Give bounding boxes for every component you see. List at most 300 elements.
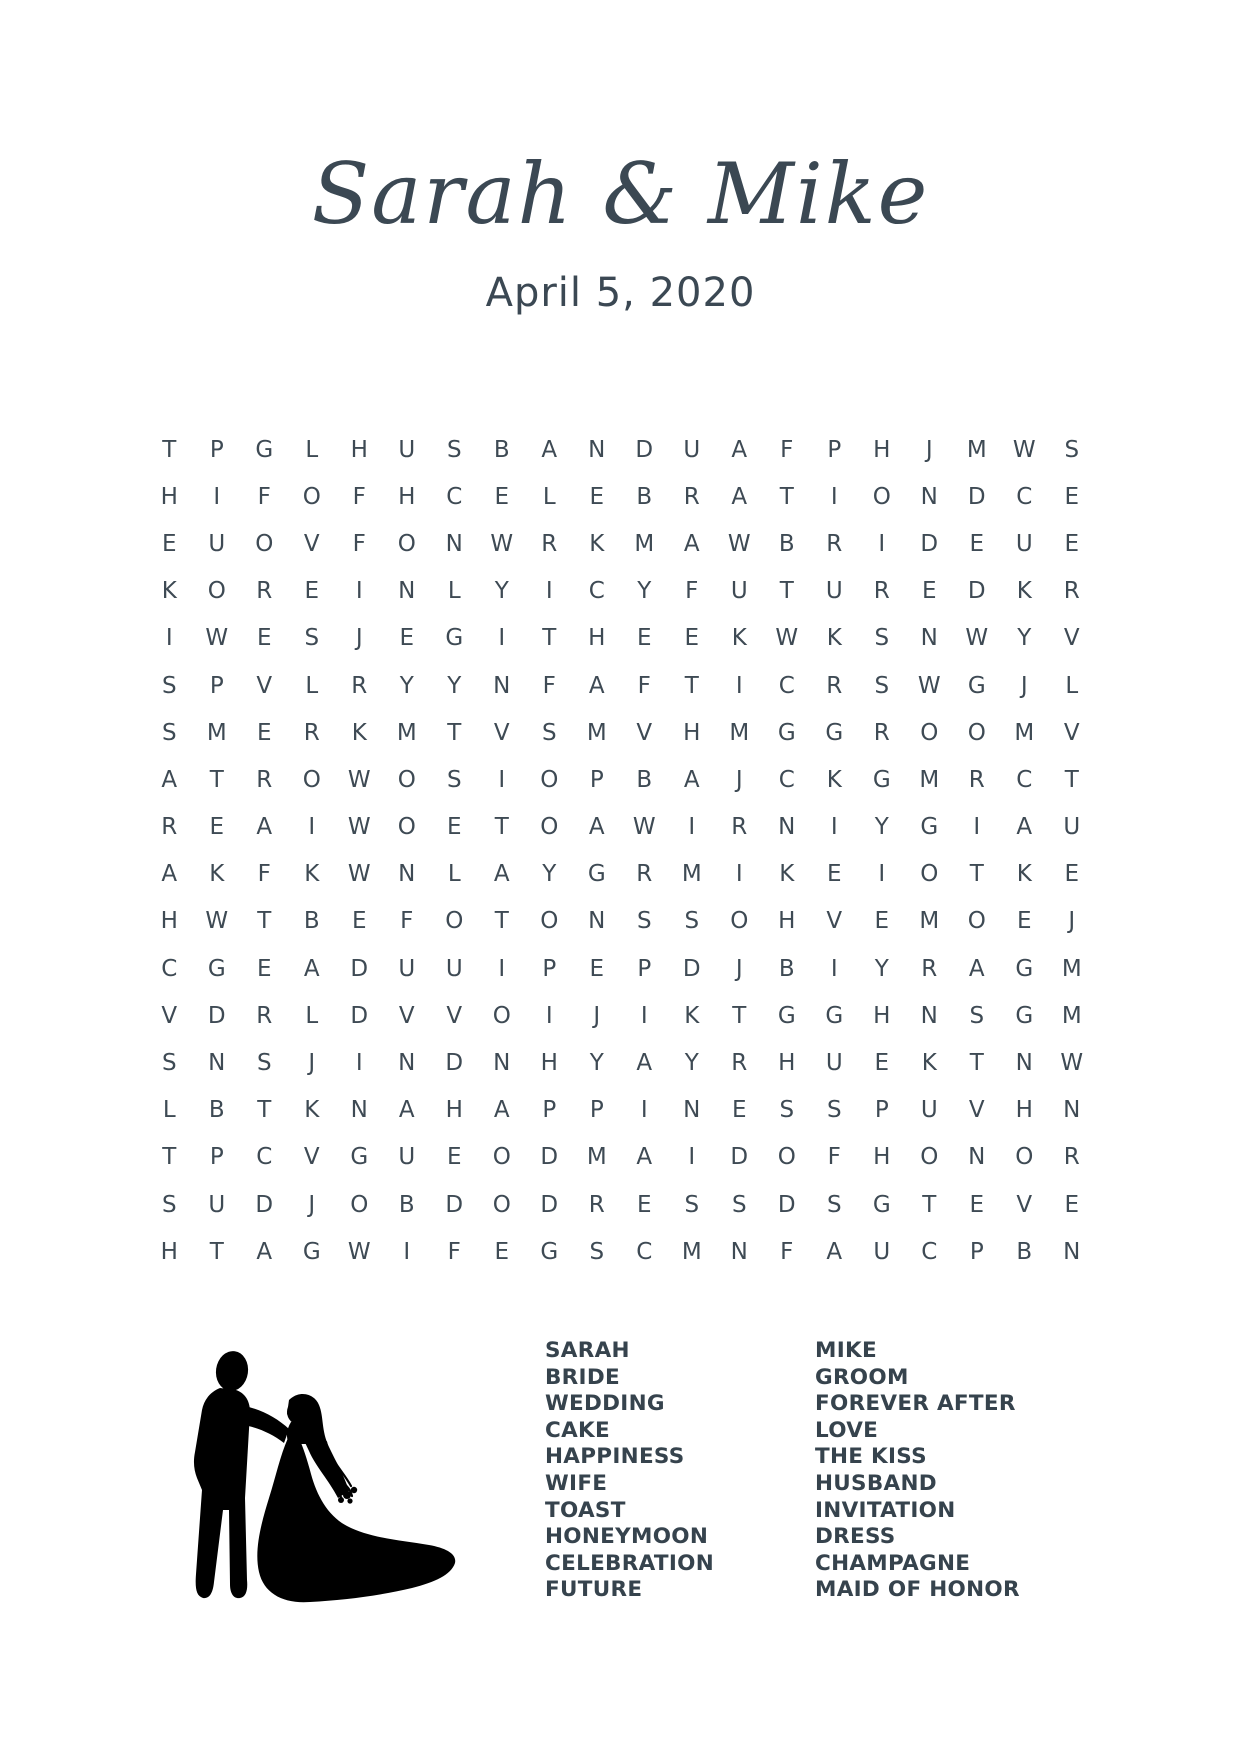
grid-cell-letter: O xyxy=(492,1002,511,1029)
grid-cell-letter: F xyxy=(352,483,366,510)
grid-cell-letter: H xyxy=(778,1050,796,1077)
grid-cell-letter: E xyxy=(636,1191,652,1218)
grid-cell-letter: R xyxy=(683,483,700,510)
grid-cell-letter: O xyxy=(492,1191,511,1218)
grid-cell-letter: K xyxy=(351,719,367,746)
grid-cell-letter: E xyxy=(921,578,937,605)
grid-cell-letter: W xyxy=(917,672,941,699)
grid-cell-letter: J xyxy=(925,436,933,463)
grid-cell-letter: D xyxy=(635,436,654,463)
grid-cell-letter: S xyxy=(1064,436,1080,463)
grid-cell-letter: A xyxy=(161,861,178,888)
grid-cell-letter: O xyxy=(350,1191,369,1218)
grid-cell-letter: Y xyxy=(399,672,414,699)
grid-cell-letter: N xyxy=(208,1050,226,1077)
word-item: FOREVER AFTER xyxy=(815,1391,1016,1417)
grid-cell-letter: R xyxy=(826,530,843,557)
grid-cell-letter: P xyxy=(637,955,652,982)
grid-cell-letter: W xyxy=(965,625,989,652)
grid-cell-letter: J xyxy=(735,955,743,982)
word-item: MIKE xyxy=(815,1338,877,1363)
grid-cell-letter: O xyxy=(920,861,939,888)
grid-cell-letter: I xyxy=(498,766,506,793)
grid-cell-letter: R xyxy=(256,1002,273,1029)
grid-cell-letter: V xyxy=(636,719,653,746)
grid-cell-letter: R xyxy=(968,766,985,793)
grid-cell-letter: J xyxy=(308,1050,316,1077)
wedding-date: April 5, 2020 xyxy=(485,270,756,316)
grid-cell-letter: O xyxy=(540,766,559,793)
grid-cell-letter: N xyxy=(683,1097,701,1124)
grid-cell-letter: E xyxy=(969,530,985,557)
grid-cell-letter: L xyxy=(447,861,461,888)
grid-cell-letter: O xyxy=(967,908,986,935)
grid-cell-letter: A xyxy=(1016,814,1033,841)
grid-cell-letter: A xyxy=(683,766,700,793)
grid-cell-letter: Y xyxy=(637,578,652,605)
word-item: GROOM xyxy=(815,1364,909,1390)
word-item: DRESS xyxy=(815,1524,896,1550)
grid-cell-letter: T xyxy=(732,1002,747,1029)
grid-cell-letter: O xyxy=(920,1144,939,1171)
grid-cell-letter: K xyxy=(826,625,842,652)
grid-cell-letter: I xyxy=(355,1050,363,1077)
grid-cell-letter: S xyxy=(969,1002,985,1029)
grid-cell-letter: N xyxy=(445,530,463,557)
grid-cell-letter: I xyxy=(973,814,981,841)
grid-cell-letter: F xyxy=(352,530,366,557)
grid-cell-letter: A xyxy=(541,436,558,463)
grid-cell-letter: D xyxy=(967,578,986,605)
grid-cell-letter: M xyxy=(681,861,702,888)
grid-cell-letter: T xyxy=(447,719,462,746)
grid-cell-letter: W xyxy=(775,625,799,652)
grid-cell-letter: V xyxy=(398,1002,415,1029)
grid-cell-letter: D xyxy=(967,483,986,510)
grid-cell-letter: C xyxy=(446,483,463,510)
word-item: WEDDING xyxy=(545,1391,665,1417)
grid-cell-letter: J xyxy=(355,625,363,652)
grid-cell-letter: V xyxy=(303,530,320,557)
grid-cell-letter: E xyxy=(446,814,462,841)
grid-cell-letter: R xyxy=(351,672,368,699)
grid-cell-letter: H xyxy=(350,436,368,463)
grid-cell-letter: E xyxy=(589,955,605,982)
grid-cell-letter: U xyxy=(730,578,748,605)
grid-cell-letter: W xyxy=(347,1238,371,1265)
grid-cell-letter: E xyxy=(1064,1191,1080,1218)
grid-cell-letter: F xyxy=(400,908,414,935)
grid-cell-letter: D xyxy=(920,530,939,557)
grid-cell-letter: E xyxy=(494,1238,510,1265)
grid-cell-letter: I xyxy=(498,955,506,982)
word-item: THE KISS xyxy=(815,1444,927,1470)
grid-cell-letter: A xyxy=(256,814,273,841)
grid-cell-letter: N xyxy=(398,1050,416,1077)
page-title: Sarah & Mike xyxy=(311,145,930,243)
grid-cell-letter: A xyxy=(968,955,985,982)
grid-cell-letter: C xyxy=(778,766,795,793)
grid-cell-letter: O xyxy=(540,908,559,935)
word-grid xyxy=(146,426,1096,1275)
grid-cell-letter: I xyxy=(878,861,886,888)
grid-row xyxy=(146,992,1096,1039)
grid-cell-letter: U xyxy=(398,1144,416,1171)
grid-cell-letter: M xyxy=(729,719,750,746)
grid-cell-letter: G xyxy=(255,436,274,463)
grid-cell-letter: G xyxy=(777,719,796,746)
grid-cell-letter: E xyxy=(256,955,272,982)
grid-row xyxy=(146,709,1096,756)
grid-cell-letter: W xyxy=(1060,1050,1084,1077)
grid-cell-letter: I xyxy=(213,483,221,510)
grid-cell-letter: A xyxy=(256,1238,273,1265)
grid-cell-letter: O xyxy=(397,814,416,841)
grid-cell-letter: C xyxy=(588,578,605,605)
grid-cell-letter: G xyxy=(207,955,226,982)
grid-cell-letter: M xyxy=(206,719,227,746)
grid-cell-letter: K xyxy=(779,861,795,888)
grid-cell-letter: N xyxy=(778,814,796,841)
grid-row xyxy=(146,1228,1096,1275)
grid-cell-letter: J xyxy=(593,1002,601,1029)
grid-cell-letter: U xyxy=(398,436,416,463)
grid-cell-letter: H xyxy=(1015,1097,1033,1124)
grid-cell-letter: K xyxy=(209,861,225,888)
grid-row xyxy=(146,473,1096,520)
grid-cell-letter: M xyxy=(1061,955,1082,982)
grid-row xyxy=(146,756,1096,803)
grid-cell-letter: V xyxy=(256,672,273,699)
grid-cell-letter: S xyxy=(446,766,462,793)
grid-cell-letter: G xyxy=(920,814,939,841)
grid-cell-letter: A xyxy=(493,1097,510,1124)
grid-cell-letter: R xyxy=(636,861,653,888)
grid-cell-letter: G xyxy=(777,1002,796,1029)
grid-row xyxy=(146,1134,1096,1181)
grid-cell-letter: M xyxy=(1014,719,1035,746)
grid-cell-letter: S xyxy=(161,1191,177,1218)
grid-cell-letter: I xyxy=(498,625,506,652)
grid-cell-letter: C xyxy=(636,1238,653,1265)
grid-cell-letter: N xyxy=(920,625,938,652)
grid-cell-letter: M xyxy=(1061,1002,1082,1029)
grid-cell-letter: V xyxy=(826,908,843,935)
grid-row xyxy=(146,568,1096,615)
grid-cell-letter: K xyxy=(304,1097,320,1124)
grid-cell-letter: H xyxy=(160,483,178,510)
grid-cell-letter: C xyxy=(1016,766,1033,793)
grid-cell-letter: U xyxy=(1063,814,1081,841)
grid-cell-letter: A xyxy=(493,861,510,888)
grid-cell-letter: I xyxy=(688,1144,696,1171)
grid-cell-letter: G xyxy=(587,861,606,888)
bride-groom-silhouette-icon xyxy=(150,1348,462,1620)
grid-cell-letter: E xyxy=(446,1144,462,1171)
grid-cell-letter: T xyxy=(162,436,177,463)
grid-row xyxy=(146,851,1096,898)
grid-cell-letter: E xyxy=(209,814,225,841)
grid-cell-letter: E xyxy=(826,861,842,888)
grid-cell-letter: W xyxy=(490,530,514,557)
grid-cell-letter: T xyxy=(209,1238,224,1265)
grid-cell-letter: L xyxy=(305,436,319,463)
grid-cell-letter: I xyxy=(308,814,316,841)
word-item: CELEBRATION xyxy=(545,1550,715,1576)
word-list-right xyxy=(815,1338,1020,1604)
grid-cell-letter: E xyxy=(1064,530,1080,557)
grid-cell-letter: I xyxy=(735,672,743,699)
grid-cell-letter: I xyxy=(830,483,838,510)
grid-cell-letter: E xyxy=(256,625,272,652)
grid-cell-letter: U xyxy=(920,1097,938,1124)
grid-cell-letter: E xyxy=(256,719,272,746)
grid-cell-letter: J xyxy=(1020,672,1028,699)
grid-cell-letter: O xyxy=(397,530,416,557)
grid-cell-letter: S xyxy=(636,908,652,935)
grid-cell-letter: V xyxy=(446,1002,463,1029)
grid-cell-letter: U xyxy=(825,578,843,605)
grid-cell-letter: N xyxy=(398,578,416,605)
grid-cell-letter: G xyxy=(540,1238,559,1265)
grid-cell-letter: E xyxy=(969,1191,985,1218)
grid-cell-letter: U xyxy=(825,1050,843,1077)
grid-cell-letter: T xyxy=(969,1050,984,1077)
grid-cell-letter: H xyxy=(873,436,891,463)
grid-cell-letter: D xyxy=(207,1002,226,1029)
grid-cell-letter: O xyxy=(302,766,321,793)
grid-cell-letter: K xyxy=(304,861,320,888)
grid-cell-letter: T xyxy=(779,578,794,605)
grid-cell-letter: R xyxy=(826,672,843,699)
grid-cell-letter: V xyxy=(968,1097,985,1124)
grid-cell-letter: G xyxy=(1015,1002,1034,1029)
grid-cell-letter: E xyxy=(304,578,320,605)
grid-cell-letter: N xyxy=(1015,1050,1033,1077)
grid-cell-letter: I xyxy=(878,530,886,557)
grid-cell-letter: N xyxy=(493,1050,511,1077)
grid-cell-letter: B xyxy=(208,1097,225,1124)
grid-cell-letter: F xyxy=(257,861,271,888)
grid-cell-letter: S xyxy=(826,1191,842,1218)
grid-cell-letter: M xyxy=(634,530,655,557)
grid-cell-letter: O xyxy=(1015,1144,1034,1171)
grid-cell-letter: D xyxy=(255,1191,274,1218)
grid-cell-letter: O xyxy=(967,719,986,746)
grid-cell-letter: A xyxy=(303,955,320,982)
word-item: HUSBAND xyxy=(815,1470,937,1496)
word-item: CHAMPAGNE xyxy=(815,1550,971,1576)
grid-cell-letter: B xyxy=(778,530,795,557)
grid-cell-letter: T xyxy=(257,1097,272,1124)
grid-cell-letter: H xyxy=(445,1097,463,1124)
grid-cell-letter: O xyxy=(730,908,749,935)
grid-cell-letter: L xyxy=(542,483,556,510)
grid-cell-letter: T xyxy=(494,908,509,935)
grid-cell-letter: K xyxy=(1016,578,1032,605)
grid-cell-letter: I xyxy=(165,625,173,652)
grid-cell-letter: F xyxy=(780,1238,794,1265)
grid-cell-letter: L xyxy=(447,578,461,605)
grid-cell-letter: D xyxy=(730,1144,749,1171)
grid-cell-letter: U xyxy=(445,955,463,982)
grid-cell-letter: L xyxy=(305,672,319,699)
grid-cell-letter: F xyxy=(257,483,271,510)
grid-cell-letter: H xyxy=(683,719,701,746)
grid-cell-letter: R xyxy=(921,955,938,982)
grid-cell-letter: G xyxy=(825,719,844,746)
grid-cell-letter: I xyxy=(545,1002,553,1029)
grid-cell-letter: S xyxy=(541,719,557,746)
grid-cell-letter: T xyxy=(684,672,699,699)
grid-cell-letter: Y xyxy=(447,672,462,699)
grid-cell-letter: A xyxy=(636,1144,653,1171)
grid-cell-letter: G xyxy=(1015,955,1034,982)
grid-cell-letter: C xyxy=(921,1238,938,1265)
grid-cell-letter: G xyxy=(350,1144,369,1171)
grid-cell-letter: B xyxy=(636,483,653,510)
grid-cell-letter: S xyxy=(304,625,320,652)
word-item: BRIDE xyxy=(545,1364,620,1390)
grid-row xyxy=(146,615,1096,662)
grid-cell-letter: R xyxy=(731,814,748,841)
grid-cell-letter: N xyxy=(493,672,511,699)
grid-cell-letter: D xyxy=(682,955,701,982)
grid-cell-letter: J xyxy=(1068,908,1076,935)
grid-cell-letter: V xyxy=(1063,625,1080,652)
grid-cell-letter: M xyxy=(586,1144,607,1171)
grid-cell-letter: M xyxy=(919,766,940,793)
grid-cell-letter: D xyxy=(540,1191,559,1218)
grid-cell-letter: R xyxy=(1063,1144,1080,1171)
grid-cell-letter: D xyxy=(540,1144,559,1171)
grid-cell-letter: K xyxy=(1016,861,1032,888)
word-item: FUTURE xyxy=(545,1577,643,1603)
grid-cell-letter: U xyxy=(1015,530,1033,557)
word-item: HONEYMOON xyxy=(545,1524,709,1550)
grid-cell-letter: H xyxy=(588,625,606,652)
grid-cell-letter: S xyxy=(684,1191,700,1218)
grid-cell-letter: V xyxy=(1063,719,1080,746)
grid-cell-letter: M xyxy=(919,908,940,935)
grid-cell-letter: K xyxy=(731,625,747,652)
grid-cell-letter: N xyxy=(968,1144,986,1171)
grid-cell-letter: E xyxy=(351,908,367,935)
grid-cell-letter: L xyxy=(162,1097,176,1124)
grid-cell-letter: I xyxy=(403,1238,411,1265)
grid-cell-letter: I xyxy=(735,861,743,888)
grid-cell-letter: A xyxy=(588,672,605,699)
grid-cell-letter: E xyxy=(1064,483,1080,510)
grid-row xyxy=(146,1087,1096,1134)
grid-cell-letter: Y xyxy=(684,1050,699,1077)
grid-cell-letter: S xyxy=(589,1238,605,1265)
grid-cell-letter: V xyxy=(303,1144,320,1171)
word-item: INVITATION xyxy=(815,1497,956,1523)
grid-cell-letter: I xyxy=(830,955,838,982)
grid-cell-letter: Y xyxy=(589,1050,604,1077)
grid-cell-letter: E xyxy=(1064,861,1080,888)
grid-cell-letter: T xyxy=(542,625,557,652)
word-item: WIFE xyxy=(545,1470,608,1496)
grid-cell-letter: P xyxy=(209,436,224,463)
grid-cell-letter: P xyxy=(542,955,557,982)
grid-cell-letter: W xyxy=(347,766,371,793)
grid-cell-letter: M xyxy=(396,719,417,746)
grid-cell-letter: A xyxy=(588,814,605,841)
grid-cell-letter: B xyxy=(636,766,653,793)
grid-cell-letter: S xyxy=(874,625,890,652)
grid-cell-letter: U xyxy=(873,1238,891,1265)
grid-cell-letter: E xyxy=(589,483,605,510)
grid-cell-letter: W xyxy=(632,814,656,841)
grid-cell-letter: I xyxy=(640,1097,648,1124)
word-list-left xyxy=(545,1338,714,1604)
grid-cell-letter: C xyxy=(1016,483,1033,510)
grid-cell-letter: T xyxy=(779,483,794,510)
grid-cell-letter: V xyxy=(161,1002,178,1029)
grid-cell-letter: H xyxy=(540,1050,558,1077)
grid-cell-letter: Y xyxy=(874,814,889,841)
grid-cell-letter: I xyxy=(545,578,553,605)
grid-cell-letter: O xyxy=(302,483,321,510)
grid-cell-letter: A xyxy=(161,766,178,793)
grid-cell-letter: P xyxy=(827,436,842,463)
grid-cell-letter: B xyxy=(778,955,795,982)
grid-cell-letter: A xyxy=(683,530,700,557)
grid-cell-letter: G xyxy=(872,766,891,793)
grid-cell-letter: K xyxy=(684,1002,700,1029)
word-item: HAPPINESS xyxy=(545,1444,685,1470)
grid-cell-letter: O xyxy=(207,578,226,605)
grid-cell-letter: Y xyxy=(542,861,557,888)
grid-cell-letter: J xyxy=(735,766,743,793)
grid-cell-letter: R xyxy=(303,719,320,746)
grid-cell-letter: P xyxy=(589,1097,604,1124)
grid-cell-letter: G xyxy=(445,625,464,652)
grid-cell-letter: R xyxy=(161,814,178,841)
grid-row xyxy=(146,1181,1096,1228)
grid-cell-letter: F xyxy=(780,436,794,463)
grid-cell-letter: W xyxy=(347,861,371,888)
grid-cell-letter: S xyxy=(161,1050,177,1077)
grid-cell-letter: M xyxy=(966,436,987,463)
grid-cell-letter: M xyxy=(586,719,607,746)
grid-cell-letter: G xyxy=(825,1002,844,1029)
grid-row xyxy=(146,662,1096,709)
grid-cell-letter: R xyxy=(541,530,558,557)
grid-cell-letter: N xyxy=(1063,1097,1081,1124)
word-item: MAID OF HONOR xyxy=(815,1577,1020,1603)
grid-cell-letter: U xyxy=(683,436,701,463)
grid-cell-letter: H xyxy=(160,908,178,935)
grid-cell-letter: O xyxy=(920,719,939,746)
grid-cell-letter: N xyxy=(350,1097,368,1124)
grid-cell-letter: H xyxy=(873,1002,891,1029)
grid-cell-letter: W xyxy=(347,814,371,841)
grid-cell-letter: S xyxy=(731,1191,747,1218)
grid-cell-letter: B xyxy=(303,908,320,935)
grid-cell-letter: R xyxy=(1063,578,1080,605)
grid-cell-letter: F xyxy=(827,1144,841,1171)
grid-cell-letter: I xyxy=(355,578,363,605)
grid-cell-letter: V xyxy=(493,719,510,746)
grid-cell-letter: W xyxy=(1012,436,1036,463)
grid-cell-letter: K xyxy=(589,530,605,557)
grid-cell-letter: N xyxy=(398,861,416,888)
grid-cell-letter: D xyxy=(350,1002,369,1029)
grid-cell-letter: J xyxy=(308,1191,316,1218)
